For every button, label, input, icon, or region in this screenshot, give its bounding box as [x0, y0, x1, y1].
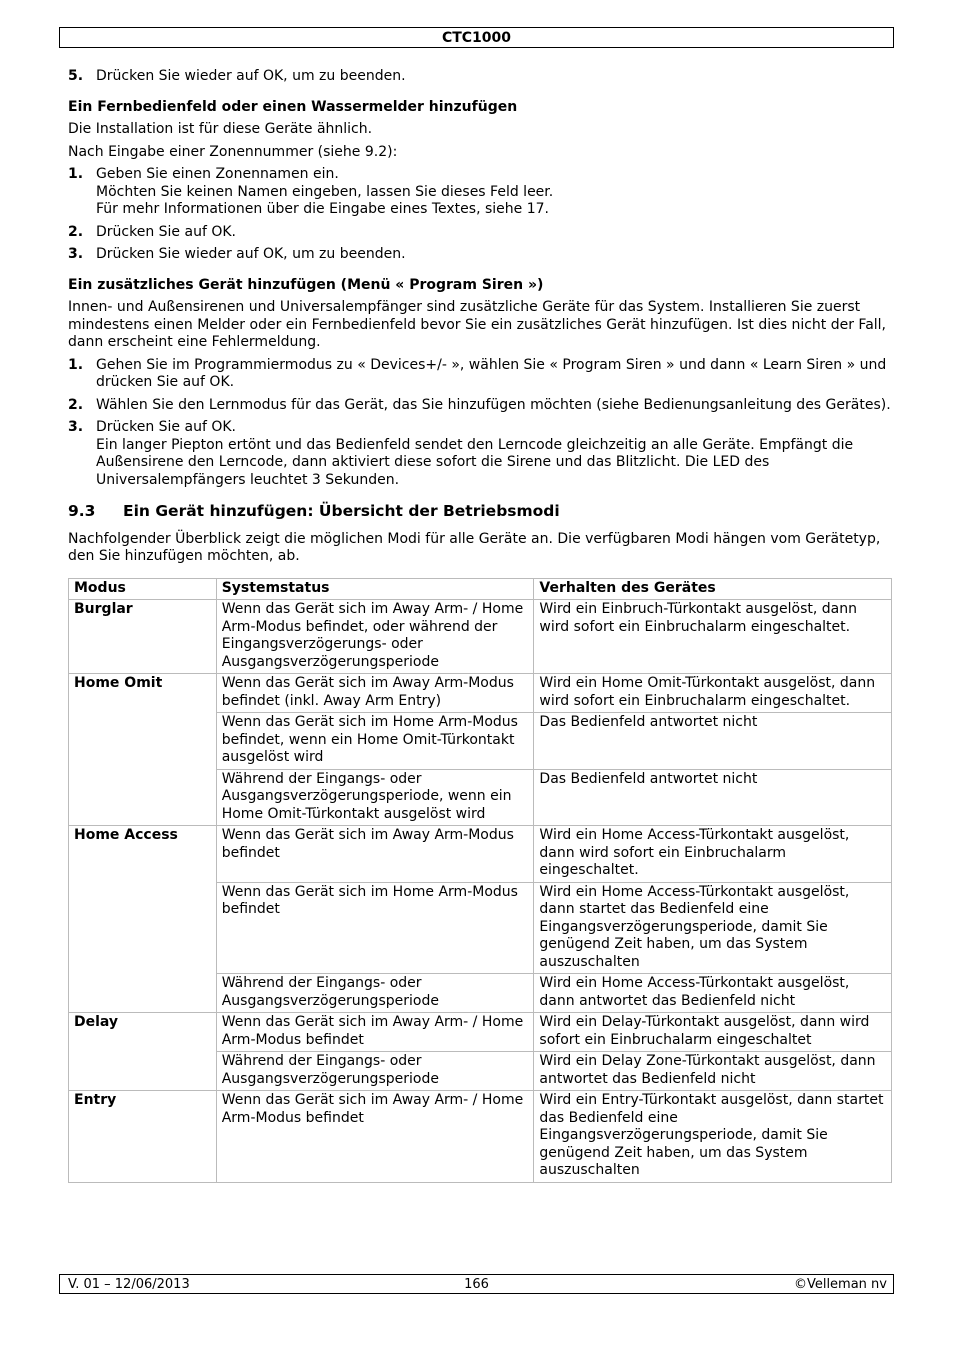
- intro-step: [68, 68, 894, 86]
- page-footer: [59, 1274, 894, 1294]
- mode-cell: Home Access: [69, 826, 217, 1013]
- list-item: [68, 246, 894, 264]
- step-line: Für mehr Informationen über die Eingabe eines Textes, siehe 17.: [96, 201, 549, 217]
- step-line: Drücken Sie wieder auf OK, um zu beenden.: [96, 246, 406, 262]
- mode-cell: Home Omit: [69, 674, 217, 826]
- step-text: [96, 246, 894, 264]
- table-body: [69, 600, 892, 1183]
- siren-p1: Innen- und Außensirenen und Universalempfänger sind zusätzliche Geräte für das System. Installieren Sie zuerst mindestens einen Melder oder ein Fernbedienfeld bevor Sie ein zusätzliches Gerät hinzufügen. Ist dies nicht der Fall, dann erscheint eine Fehlermeldung.: [68, 299, 887, 350]
- step-line: Möchten Sie keinen Namen eingeben, lassen Sie dieses Feld leer.: [96, 183, 554, 200]
- behavior-cell: Das Bedienfeld antwortet nicht: [534, 769, 892, 826]
- header-behavior: Verhalten des Gerätes: [534, 578, 892, 600]
- status-cell: Wenn das Gerät sich im Away Arm-Modus befindet (inkl. Away Arm Entry): [216, 674, 534, 713]
- step-number: 3.: [68, 246, 84, 262]
- list-item: [68, 357, 894, 392]
- step-text: [96, 224, 894, 242]
- table-row: [69, 674, 892, 713]
- step-text: [96, 166, 894, 219]
- section-p1: Nachfolgender Überblick zeigt die möglichen Modi für alle Geräte an. Die verfügbaren Modi hängen vom Gerätetyp, den Sie hinzufügen möchten, ab.: [68, 530, 881, 564]
- footer-page-number: 166: [464, 1277, 489, 1292]
- step-line: Geben Sie einen Zonennamen ein.: [96, 166, 339, 182]
- step-line: Drücken Sie auf OK.: [96, 419, 236, 435]
- step-number: 1.: [68, 356, 84, 373]
- table-row: [69, 600, 892, 674]
- siren-steps: [68, 357, 894, 490]
- header-status: Systemstatus: [216, 578, 534, 600]
- remote-heading: Ein Fernbedienfeld oder einen Wassermelder hinzufügen: [68, 98, 518, 115]
- table-row: [69, 1091, 892, 1183]
- section-title: Ein Gerät hinzufügen: Übersicht der Betriebsmodi: [123, 502, 560, 520]
- step-number: 5.: [68, 68, 84, 84]
- section-heading: [68, 503, 894, 521]
- table-row: [69, 1013, 892, 1052]
- step-text: [96, 419, 894, 489]
- page-content: [68, 68, 894, 1183]
- header-mode: Modus: [69, 578, 217, 600]
- status-cell: Wenn das Gerät sich im Away Arm- / Home Arm-Modus befindet: [216, 1013, 534, 1052]
- siren-heading: Ein zusätzliches Gerät hinzufügen (Menü « Program Siren »): [68, 276, 544, 293]
- behavior-cell: Wird ein Delay Zone-Türkontakt ausgelöst, dann antwortet das Bedienfeld nicht: [534, 1052, 892, 1091]
- step-number: 2.: [68, 396, 84, 413]
- footer-version: V. 01 – 12/06/2013: [68, 1277, 190, 1292]
- behavior-cell: Das Bedienfeld antwortet nicht: [534, 713, 892, 770]
- header-title: CTC1000: [441, 30, 512, 46]
- list-item: [68, 224, 894, 242]
- page-header: [59, 27, 894, 48]
- table-header-row: [69, 578, 892, 600]
- section-number: 9.3: [68, 502, 96, 520]
- step-line: Wählen Sie den Lernmodus für das Gerät, das Sie hinzufügen möchten (siehe Bedienungsanleitung des Gerätes).: [96, 396, 891, 413]
- behavior-cell: Wird ein Home Access-Türkontakt ausgelöst, dann startet das Bedienfeld eine Eingangsverzögerungsperiode, damit Sie genügend Zeit haben, um das System auszuschalten: [534, 882, 892, 974]
- table-row: [69, 826, 892, 883]
- status-cell: Während der Eingangs- oder Ausgangsverzögerungsperiode: [216, 1052, 534, 1091]
- remote-p1: Die Installation ist für diese Geräte ähnlich.: [68, 121, 373, 137]
- behavior-cell: Wird ein Home Omit-Türkontakt ausgelöst, dann wird sofort ein Einbruchalarm eingeschaltet.: [534, 674, 892, 713]
- remote-p2: Nach Eingabe einer Zonennummer (siehe 9.2):: [68, 143, 398, 160]
- step-line: Ein langer Piepton ertönt und das Bedienfeld sendet den Lerncode gleichzeitig an alle Geräte. Empfängt die Außensirene den Lerncode, dann aktiviert diese sofort die Sirene und das Blitzlicht. Die LED des Universalempfängers leuchtet 3 Sekunden.: [96, 436, 854, 488]
- status-cell: Wenn das Gerät sich im Home Arm-Modus befindet: [216, 882, 534, 974]
- status-cell: Während der Eingangs- oder Ausgangsverzögerungsperiode, wenn ein Home Omit-Türkontakt ausgelöst wird: [216, 769, 534, 826]
- behavior-cell: Wird ein Delay-Türkontakt ausgelöst, dann wird sofort ein Einbruchalarm eingeschaltet: [534, 1013, 892, 1052]
- behavior-cell: Wird ein Home Access-Türkontakt ausgelöst, dann wird sofort ein Einbruchalarm eingeschaltet.: [534, 826, 892, 883]
- behavior-cell: Wird ein Einbruch-Türkontakt ausgelöst, dann wird sofort ein Einbruchalarm eingeschaltet.: [534, 600, 892, 674]
- list-item: [68, 166, 894, 219]
- mode-cell: Burglar: [69, 600, 217, 674]
- mode-cell: Entry: [69, 1091, 217, 1183]
- behavior-cell: Wird ein Entry-Türkontakt ausgelöst, dann startet das Bedienfeld eine Eingangsverzögerungsperiode, damit Sie genügend Zeit haben, um das System auszuschalten: [534, 1091, 892, 1183]
- step-line: Drücken Sie auf OK.: [96, 223, 236, 240]
- status-cell: Wenn das Gerät sich im Away Arm- / Home Arm-Modus befindet, oder während der Eingangsverzögerungs- oder Ausgangsverzögerungsperiode: [216, 600, 534, 674]
- step-number: 2.: [68, 223, 84, 240]
- step-text: [96, 397, 894, 415]
- list-item: [68, 419, 894, 489]
- list-item: [68, 397, 894, 415]
- status-cell: Wenn das Gerät sich im Away Arm- / Home Arm-Modus befindet: [216, 1091, 534, 1183]
- step-number: 1.: [68, 166, 84, 182]
- status-cell: Wenn das Gerät sich im Away Arm-Modus befindet: [216, 826, 534, 883]
- status-cell: Während der Eingangs- oder Ausgangsverzögerungsperiode: [216, 974, 534, 1013]
- step-line: Gehen Sie im Programmiermodus zu « Devices+/- », wählen Sie « Program Siren » und dann « Learn Siren » und drücken Sie auf OK.: [96, 356, 887, 390]
- step-text: Drücken Sie wieder auf OK, um zu beenden.: [96, 68, 406, 84]
- step-text: [96, 357, 894, 392]
- behavior-cell: Wird ein Home Access-Türkontakt ausgelöst, dann antwortet das Bedienfeld nicht: [534, 974, 892, 1013]
- footer-copyright: ©Velleman nv: [793, 1277, 887, 1292]
- remote-steps: [68, 166, 894, 264]
- modes-table: [68, 578, 892, 1183]
- mode-cell: Delay: [69, 1013, 217, 1091]
- status-cell: Wenn das Gerät sich im Home Arm-Modus befindet, wenn ein Home Omit-Türkontakt ausgelöst wird: [216, 713, 534, 770]
- step-number: 3.: [68, 419, 84, 435]
